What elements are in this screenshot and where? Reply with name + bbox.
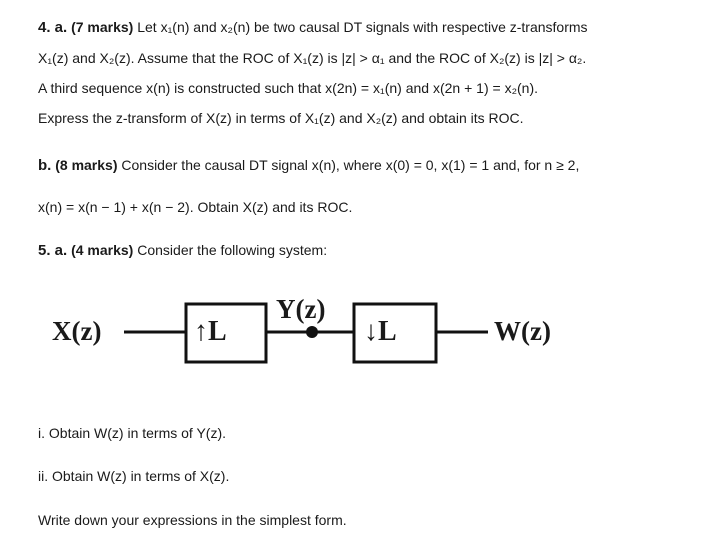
q4a-line-2: X₁(z) and X₂(z). Assume that the ROC of X₁(z) is |z| > α₁ and the ROC of X₂(z) is |z| > α₂. bbox=[38, 50, 587, 66]
output-label: W(z) bbox=[494, 316, 551, 346]
q5-part-ii: ii. Obtain W(z) in terms of X(z). bbox=[38, 468, 230, 484]
q4a-line-3: A third sequence x(n) is constructed such that x(2n) = x₁(n) and x(2n + 1) = x₂(n). bbox=[38, 80, 539, 96]
q5a-marks: (4 marks) bbox=[71, 242, 134, 258]
diagram-lines bbox=[0, 290, 720, 380]
q4b-line-1 bbox=[38, 155, 579, 176]
q4a-line-4: Express the z-transform of X(z) in terms of X₁(z) and X₂(z) and obtain its ROC. bbox=[38, 110, 524, 126]
q4b-text-1: Consider the causal DT signal x(n), where x(0) = 0, x(1) = 1 and, for n ≥ 2, bbox=[121, 157, 580, 173]
q4b-marks: (8 marks) bbox=[55, 157, 118, 173]
q4a-line-1 bbox=[38, 17, 588, 38]
upsampler-label: ↑L bbox=[194, 316, 227, 347]
q4a-label: 4. a. bbox=[38, 19, 68, 36]
downsampler-label: ↓L bbox=[364, 316, 397, 347]
q4b-label: b. bbox=[38, 157, 52, 174]
q5a-line-1 bbox=[38, 240, 327, 261]
mid-signal-label: Y(z) bbox=[276, 294, 326, 324]
system-block-diagram bbox=[0, 290, 720, 380]
q4a-text-1: Let x₁(n) and x₂(n) be two causal DT signals with respective z-transforms bbox=[137, 19, 588, 35]
junction-dot bbox=[306, 326, 318, 338]
q5-footer: Write down your expressions in the simplest form. bbox=[38, 512, 347, 528]
q5a-label: 5. a. bbox=[38, 242, 68, 259]
q4a-marks: (7 marks) bbox=[71, 19, 134, 35]
q5a-intro: Consider the following system: bbox=[137, 242, 328, 258]
q5-part-i: i. Obtain W(z) in terms of Y(z). bbox=[38, 425, 226, 441]
input-label: X(z) bbox=[52, 316, 102, 346]
q4b-line-2: x(n) = x(n − 1) + x(n − 2). Obtain X(z) and its ROC. bbox=[38, 199, 353, 215]
